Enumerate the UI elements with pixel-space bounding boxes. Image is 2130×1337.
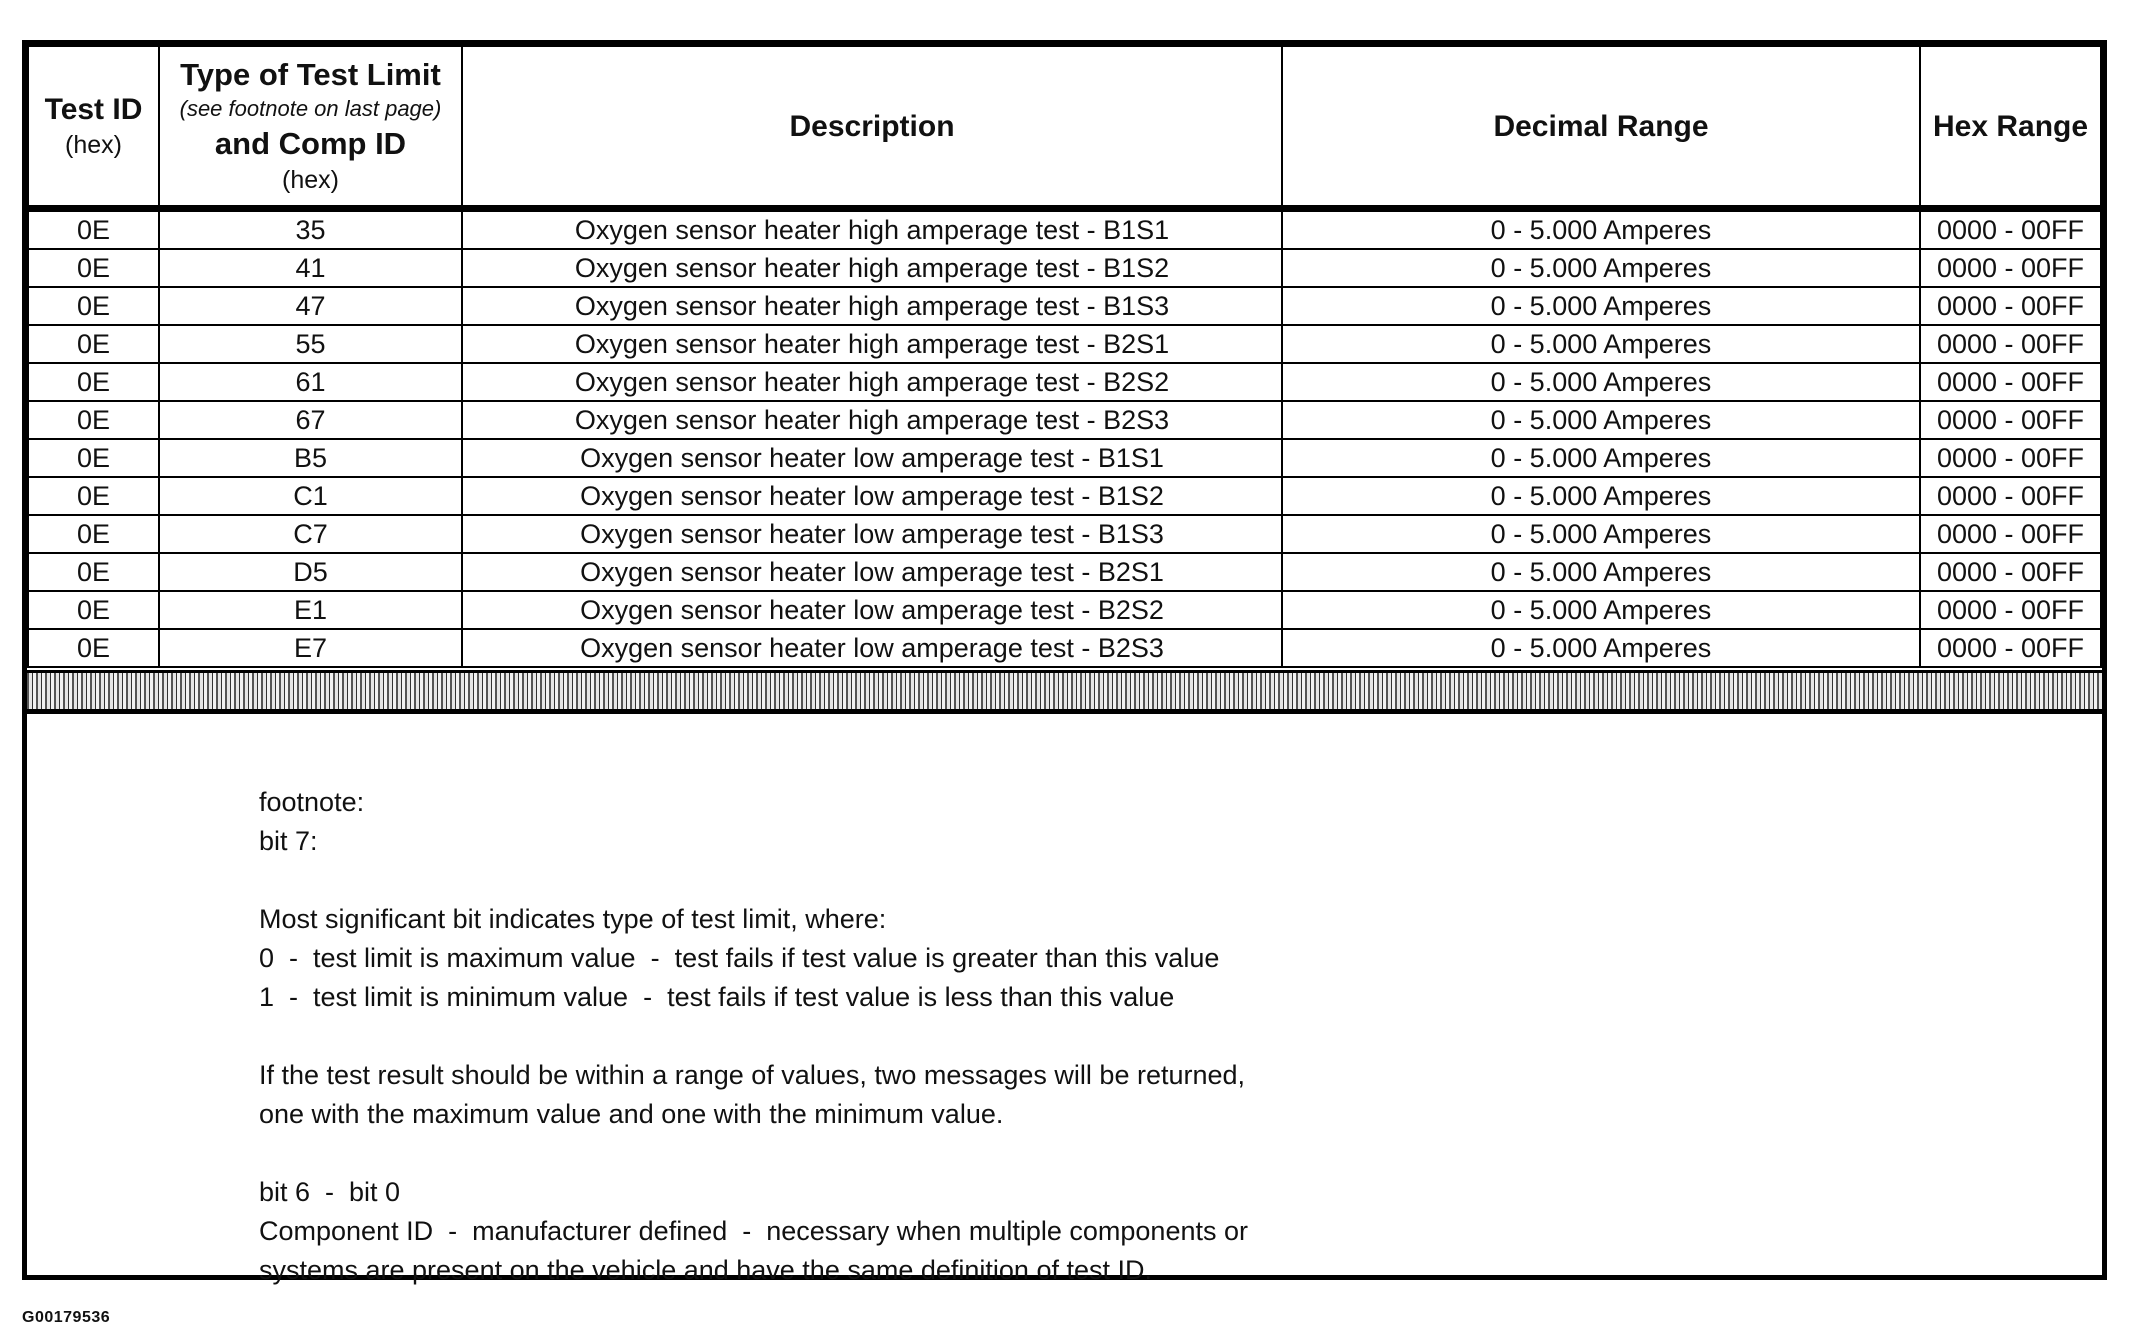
cell-comp-id: C7 [159,515,462,553]
document-frame [22,40,2107,1285]
cell-hex-range: 0000 - 00FF [1920,363,2101,401]
cell-test-id: 0E [28,629,159,667]
header-description: Description [462,46,1282,208]
cell-description: Oxygen sensor heater low amperage test - B2S3 [462,629,1282,667]
cell-hex-range: 0000 - 00FF [1920,591,2101,629]
header-type-label: Type of Test Limit [180,57,441,93]
cell-description: Oxygen sensor heater low amperage test - B2S2 [462,591,1282,629]
cell-decimal-range: 0 - 5.000 Amperes [1282,287,1920,325]
footnote-line: bit 6 - bit 0 [259,1177,401,1207]
cell-hex-range: 0000 - 00FF [1920,287,2101,325]
header-test-id-label: Test ID [44,93,143,127]
cell-test-id: 0E [28,515,159,553]
cell-test-id: 0E [28,325,159,363]
table-row [28,287,2101,325]
cell-decimal-range: 0 - 5.000 Amperes [1282,401,1920,439]
cell-comp-id: E1 [159,591,462,629]
cell-test-id: 0E [28,287,159,325]
table-row [28,363,2101,401]
cell-hex-range: 0000 - 00FF [1920,401,2101,439]
cell-decimal-range: 0 - 5.000 Amperes [1282,591,1920,629]
cell-decimal-range: 0 - 5.000 Amperes [1282,325,1920,363]
footnote-line: If the test result should be within a range of values, two messages will be returned, [259,1060,1246,1090]
table-row [28,629,2101,667]
footnote-line: footnote: [259,787,365,817]
cell-hex-range: 0000 - 00FF [1920,553,2101,591]
cell-comp-id: D5 [159,553,462,591]
cell-decimal-range: 0 - 5.000 Amperes [1282,211,1920,249]
cell-hex-range: 0000 - 00FF [1920,629,2101,667]
header-row [28,46,2101,208]
footnote-line [259,1017,1248,1056]
cell-hex-range: 0000 - 00FF [1920,439,2101,477]
cell-test-id: 0E [28,477,159,515]
cell-hex-range: 0000 - 00FF [1920,515,2101,553]
table-row [28,439,2101,477]
test-limit-table [27,45,2102,668]
footnote-line: 1 - test limit is minimum value - test fails if test value is less than this value [259,982,1175,1012]
cell-hex-range: 0000 - 00FF [1920,477,2101,515]
cell-test-id: 0E [28,401,159,439]
footnote-line: Component ID - manufacturer defined - necessary when multiple components or [259,1216,1248,1246]
cell-comp-id: 61 [159,363,462,401]
hatched-divider [27,670,2102,714]
table-row [28,211,2101,249]
cell-description: Oxygen sensor heater low amperage test - B1S1 [462,439,1282,477]
cell-comp-id: 55 [159,325,462,363]
header-type-comp-id [159,46,462,208]
table-row [28,477,2101,515]
cell-test-id: 0E [28,439,159,477]
cell-test-id: 0E [28,249,159,287]
table-row [28,553,2101,591]
cell-hex-range: 0000 - 00FF [1920,249,2101,287]
cell-hex-range: 0000 - 00FF [1920,211,2101,249]
cell-decimal-range: 0 - 5.000 Amperes [1282,553,1920,591]
footnote-line [259,1134,1248,1173]
footnote-line [259,861,1248,900]
cell-decimal-range: 0 - 5.000 Amperes [1282,363,1920,401]
cell-description: Oxygen sensor heater high amperage test - B1S3 [462,287,1282,325]
cell-description: Oxygen sensor heater low amperage test - B2S1 [462,553,1282,591]
cell-description: Oxygen sensor heater low amperage test - B1S2 [462,477,1282,515]
table-row [28,249,2101,287]
footnote-block [259,783,1248,1290]
footnote-line: Most significant bit indicates type of test limit, where: [259,904,887,934]
cell-hex-range: 0000 - 00FF [1920,325,2101,363]
table-row [28,401,2101,439]
cell-decimal-range: 0 - 5.000 Amperes [1282,249,1920,287]
cell-description: Oxygen sensor heater high amperage test - B2S3 [462,401,1282,439]
header-decimal-range: Decimal Range [1282,46,1920,208]
footnote-line: systems are present on the vehicle and have the same definition of test ID. [259,1255,1152,1285]
cell-comp-id: E7 [159,629,462,667]
cell-decimal-range: 0 - 5.000 Amperes [1282,439,1920,477]
table-row [28,591,2101,629]
cell-comp-id: 47 [159,287,462,325]
cell-comp-id: 35 [159,211,462,249]
cell-test-id: 0E [28,211,159,249]
header-hex-range: Hex Range [1920,46,2101,208]
header-type-note: (see footnote on last page) [179,96,442,122]
figure-id: G00179536 [22,1309,111,1326]
footnote-line: bit 7: [259,826,318,856]
cell-description: Oxygen sensor heater high amperage test - B1S1 [462,211,1282,249]
cell-description: Oxygen sensor heater low amperage test - B1S3 [462,515,1282,553]
footnote-line: 0 - test limit is maximum value - test fails if test value is greater than this value [259,943,1220,973]
footnote-line: one with the maximum value and one with the minimum value. [259,1099,1004,1129]
cell-comp-id: 41 [159,249,462,287]
cell-decimal-range: 0 - 5.000 Amperes [1282,629,1920,667]
cell-decimal-range: 0 - 5.000 Amperes [1282,515,1920,553]
header-comp-id-label: and Comp ID [214,126,407,162]
cell-test-id: 0E [28,591,159,629]
cell-description: Oxygen sensor heater high amperage test - B1S2 [462,249,1282,287]
cell-test-id: 0E [28,553,159,591]
cell-decimal-range: 0 - 5.000 Amperes [1282,477,1920,515]
header-test-id-unit: (hex) [65,131,122,160]
cell-description: Oxygen sensor heater high amperage test - B2S1 [462,325,1282,363]
cell-description: Oxygen sensor heater high amperage test - B2S2 [462,363,1282,401]
header-comp-id-unit: (hex) [282,166,339,195]
table-row [28,515,2101,553]
cell-comp-id: C1 [159,477,462,515]
cell-comp-id: B5 [159,439,462,477]
header-test-id [28,46,159,208]
cell-comp-id: 67 [159,401,462,439]
cell-test-id: 0E [28,363,159,401]
table-row [28,325,2101,363]
